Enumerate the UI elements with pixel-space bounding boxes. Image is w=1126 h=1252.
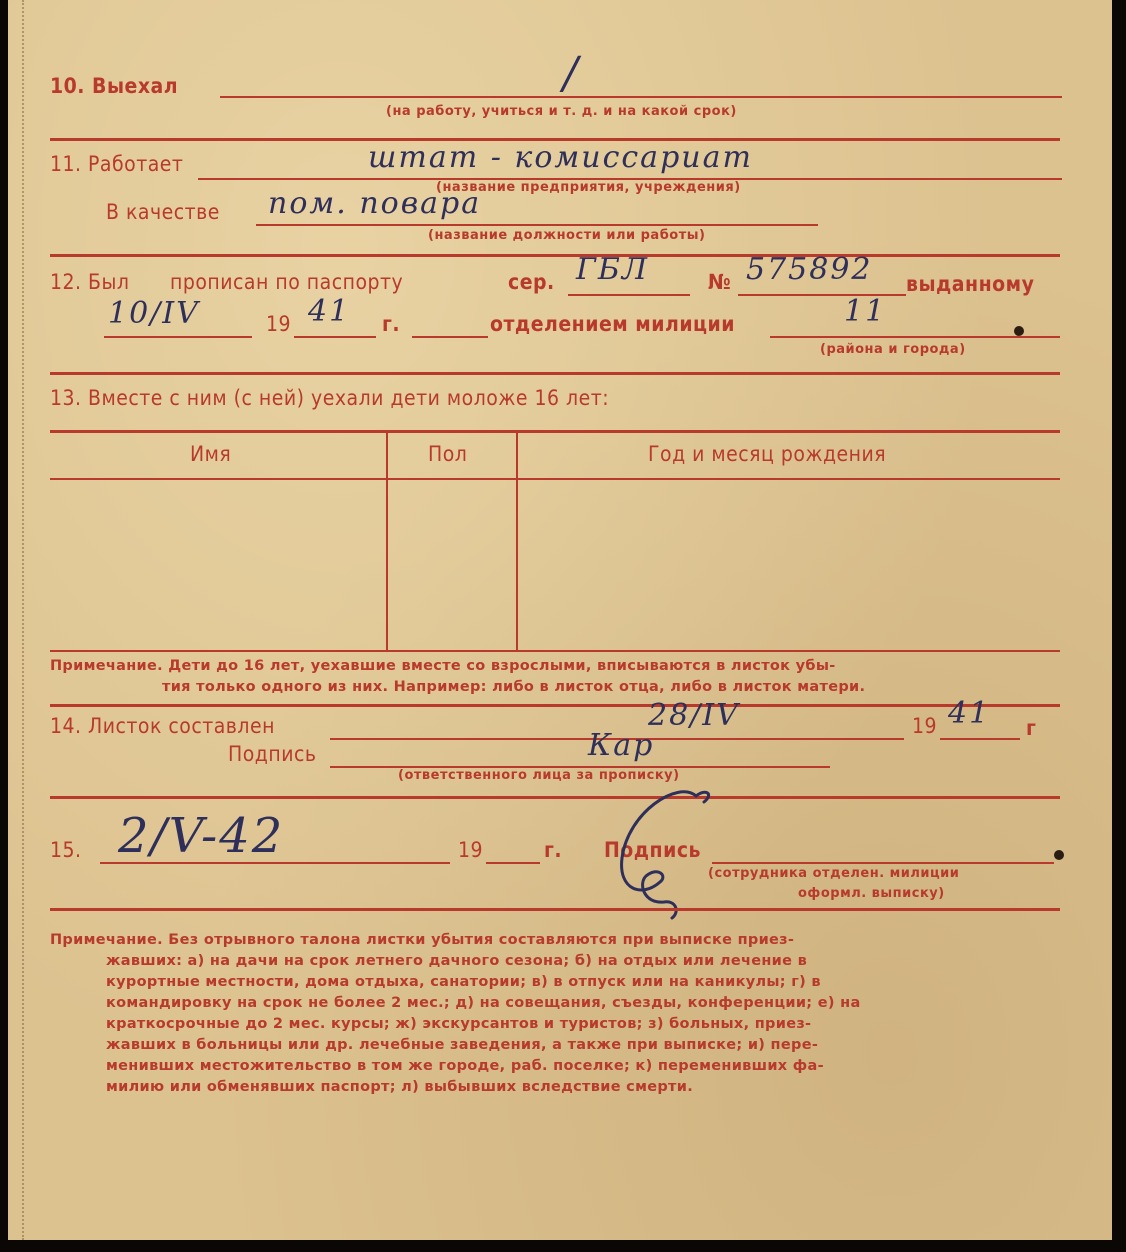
- note-2-line: жавших: а) на дачи на срок летнего дачного сезона; б) на отдых или лечение в: [106, 953, 808, 969]
- punch-hole: [1054, 850, 1064, 860]
- field-15-year-prefix: 19: [458, 838, 484, 862]
- field-11-hint: (название предприятия, учреждения): [436, 180, 741, 195]
- table-col-divider: [516, 432, 518, 650]
- field-12-year-line: [294, 336, 376, 338]
- field-12-number-label: №: [708, 270, 732, 294]
- field-12-year-suffix: г.: [382, 312, 401, 336]
- note-1-line: Примечание. Дети до 16 лет, уехавшие вместе со взрослыми, вписываются в листок убы-: [50, 658, 836, 674]
- field-13-label: 13. Вместе с ним (с ней) уехали дети моложе 16 лет:: [50, 386, 610, 410]
- field-14-sign-label: Подпись: [228, 742, 317, 766]
- field-14-sign-value: Кар: [588, 728, 655, 763]
- note-2-line: милию или обменявших паспорт; л) выбывших вследствие смерти.: [106, 1079, 694, 1095]
- field-10-label: 10. Выехал: [50, 74, 179, 98]
- field-11-as-hint: (название должности или работы): [428, 228, 706, 243]
- field-12-date-line: [104, 336, 252, 338]
- field-10-value: /: [563, 48, 580, 99]
- note-1-line: тия только одного из них. Например: либо в листок отца, либо в листок матери.: [162, 679, 866, 695]
- form-sheet: [8, 0, 1112, 1240]
- field-12-number-value: 575892: [746, 252, 873, 287]
- divider: [50, 254, 1060, 257]
- field-11-as-label: В качестве: [106, 200, 220, 224]
- field-15-sign-hint-1: (сотрудника отделен. милиции: [708, 866, 960, 881]
- field-15-date-value: 2/V-42: [118, 808, 285, 864]
- field-12-label-start: 12. Был: [50, 270, 130, 294]
- field-12-series-label: сер.: [508, 270, 555, 294]
- table-col-birth: Год и месяц рождения: [648, 442, 887, 466]
- field-15-year-suffix: г.: [544, 838, 563, 862]
- field-14-sign-hint: (ответственного лица за прописку): [398, 768, 680, 783]
- field-11-value: штат - комиссариат: [368, 140, 753, 175]
- field-12-blank-line: [412, 336, 488, 338]
- field-10-hint: (на работу, учиться и т. д. и на какой срок): [386, 104, 737, 119]
- field-12-series-value: ГБЛ: [576, 252, 649, 287]
- divider: [50, 372, 1060, 375]
- divider: [50, 704, 1060, 707]
- field-12-police-hint: (района и города): [820, 342, 966, 357]
- table-header-border: [50, 478, 1060, 480]
- field-12-series-line: [568, 294, 690, 296]
- field-12-police-label: отделением милиции: [490, 312, 736, 336]
- field-15-year-line: [486, 862, 540, 864]
- field-11-as-line: [256, 224, 818, 226]
- note-1: [50, 656, 1060, 698]
- divider: [50, 908, 1060, 911]
- handwritten-signature: [598, 772, 748, 922]
- field-11-label: 11. Работает: [50, 152, 184, 176]
- field-12-police-line: [770, 336, 1060, 338]
- field-14-year-prefix: 19: [912, 714, 938, 738]
- field-10-line: [220, 96, 1062, 98]
- note-2-line: краткосрочные до 2 мес. курсы; ж) экскурсантов и туристов; з) больных, приез-: [106, 1016, 812, 1032]
- field-15-sign-line: [712, 862, 1054, 864]
- note-2-line: жавших в больницы или др. лечебные заведения, а также при выписке; и) пере-: [106, 1037, 819, 1053]
- table-top-border: [50, 430, 1060, 433]
- field-12-police-value: 11: [844, 294, 887, 329]
- field-12-year-prefix: 19: [266, 312, 292, 336]
- punch-hole: [1014, 326, 1024, 336]
- field-14-date-value: 28/IV: [648, 698, 740, 733]
- table-col-sex: Пол: [428, 442, 468, 466]
- note-2: [50, 930, 1060, 1098]
- field-14-year-line: [940, 738, 1020, 740]
- field-15-sign-hint-2: оформл. выписку): [798, 886, 945, 901]
- field-12-year-value: 41: [308, 294, 351, 329]
- note-2-line: менивших местожительство в том же городе, раб. поселке; к) переменивших фа-: [106, 1058, 824, 1074]
- field-11-as-value: пом. повара: [268, 186, 482, 221]
- perforated-edge: [8, 0, 24, 1240]
- note-2-line: командировку на срок не более 2 мес.; д) на совещания, съезды, конференции; е) на: [106, 995, 861, 1011]
- note-2-line: Примечание. Без отрывного талона листки убытия составляются при выписке приез-: [50, 932, 795, 948]
- note-2-line: курортные местности, дома отдыха, санатории; в) в отпуск или на каникулы; г) в: [106, 974, 821, 990]
- table-bottom-border: [50, 650, 1060, 652]
- table-col-divider: [386, 432, 388, 650]
- field-15-label: 15.: [50, 838, 82, 862]
- field-14-year-value: 41: [948, 696, 991, 731]
- field-12-issued-label: выданному: [906, 272, 1035, 296]
- table-col-name: Имя: [190, 442, 232, 466]
- field-14-year-suffix: г: [1026, 716, 1037, 740]
- field-15-sign-label: Подпись: [604, 838, 701, 862]
- field-14-label: 14. Листок составлен: [50, 714, 275, 738]
- field-12-date-value: 10/IV: [108, 296, 200, 331]
- divider: [50, 796, 1060, 799]
- field-12-label: прописан по паспорту: [170, 270, 404, 294]
